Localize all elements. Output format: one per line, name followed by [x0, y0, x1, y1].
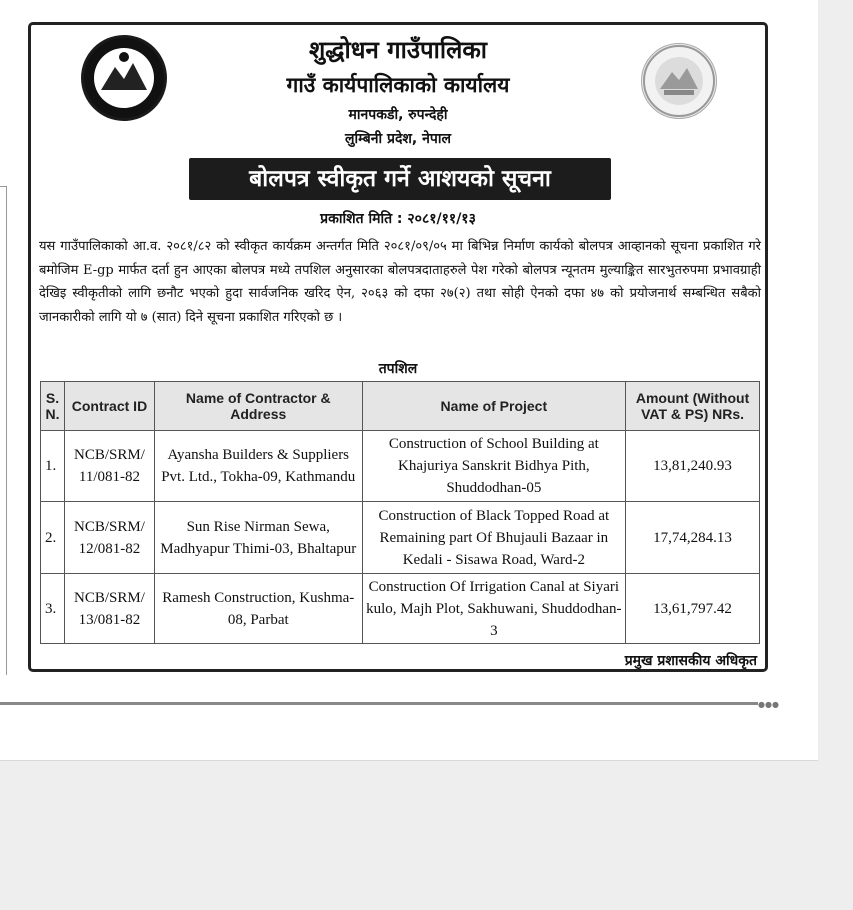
cell-project: Construction Of Irrigation Canal at Siyari kulo, Majh Plot, Sakhuwani, Shuddodhan-3 [362, 574, 626, 644]
cell-sn: 1. [41, 431, 65, 502]
office-name: गाउँ कार्यपालिकाको कार्यालय [286, 73, 510, 97]
cell-amount: 13,61,797.42 [626, 574, 760, 644]
more-dots-icon: ●●● [758, 700, 779, 709]
published-date: प्रकाशित मिति : २०८१/११/१३ [320, 211, 476, 227]
notice-title: बोलपत्र स्वीकृत गर्ने आशयको सूचना [189, 158, 611, 200]
cell-amount: 13,81,240.93 [626, 431, 760, 502]
table-row [41, 574, 760, 644]
cell-contractor: Ramesh Construction, Kushma-08, Parbat [154, 574, 362, 644]
cell-contractor: Ayansha Builders & Suppliers Pvt. Ltd., Tokha-09, Kathmandu [154, 431, 362, 502]
table-caption: तपशिल [378, 361, 418, 377]
header-contract-id: Contract ID [64, 382, 154, 431]
address-province: लुम्बिनी प्रदेश, नेपाल [345, 131, 451, 147]
cell-amount: 17,74,284.13 [626, 502, 760, 574]
cell-contract-id: NCB/SRM/ 12/081-82 [64, 502, 154, 574]
signatory-title: प्रमुख प्रशासकीय अधिकृत [624, 653, 757, 669]
page-divider [0, 702, 758, 705]
notice-body: यस गाउँपालिकाको आ.व. २०८१/८२ को स्वीकृत कार्यक्रम अन्तर्गत मिति २०८१/०९/०५ मा बिभिन्न निर्माण कार्यको बोलपत्र आव्हानको सूचना प्रकाशित गरे बमोजिम E-gp मार्फत दर्ता हुन आएका बोलपत्र मध्ये तपशिल अनुसारका बोलपत्रदाताहरुले पेश गरेको बोलपत्र न्यूनतम मुल्याङ्कित सारभुतरुपमा प्रभावग्राही देखिइ स्वीकृतीको लागि छनौट भएको हुदा सार्वजनिक खरिद ऐन, २०६३ को दफा २७(२) तथा सोही ऐनको दफा ४७ को प्रयोजनार्थ सम्बन्धित सबैको जानकारीको लागि यो ७ (सात) दिने सूचना प्रकाशित गरिएको छ । [39, 239, 761, 325]
header-sn: S. N. [41, 382, 65, 431]
cell-project: Construction of School Building at Khajuriya Sanskrit Bidhya Pith, Shuddodhan-05 [362, 431, 626, 502]
address-district: मानपकडी, रुपन्देही [348, 107, 448, 123]
org-name: शुद्धोधन गाउँपालिका [308, 36, 487, 64]
header-amount: Amount (Without VAT & PS) NRs. [626, 382, 760, 431]
table-row [41, 502, 760, 574]
contracts-table [40, 381, 760, 644]
cell-contract-id: NCB/SRM/ 11/081-82 [64, 431, 154, 502]
cell-contractor: Sun Rise Nirman Sewa, Madhyapur Thimi-03, Bhaltapur [154, 502, 362, 574]
notice-box [28, 22, 768, 672]
cell-sn: 2. [41, 502, 65, 574]
cell-contract-id: NCB/SRM/ 13/081-82 [64, 574, 154, 644]
cell-project: Construction of Black Topped Road at Remaining part Of Bhujauli Bazaar in Kedali - Sisawa Road, Ward-2 [362, 502, 626, 574]
adjacent-page-edge [0, 186, 7, 675]
table-header-row [41, 382, 760, 431]
header-project: Name of Project [362, 382, 626, 431]
table-row [41, 431, 760, 502]
header-contractor: Name of Contractor & Address [154, 382, 362, 431]
cell-sn: 3. [41, 574, 65, 644]
